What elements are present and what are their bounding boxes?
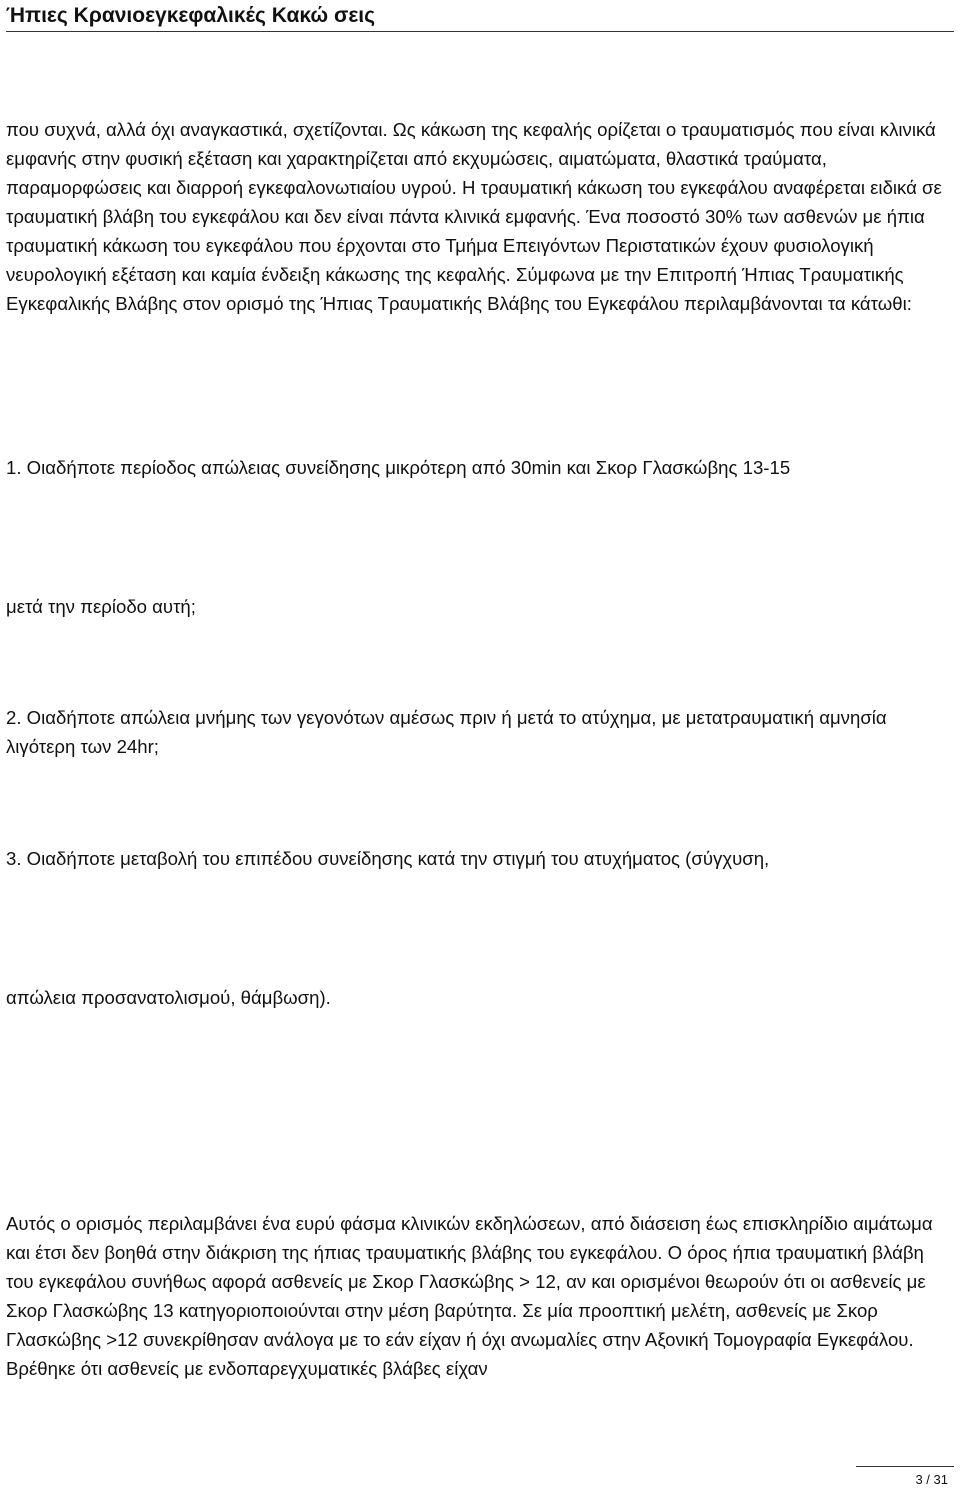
document-title: Ήπιες Κρανιοεγκεφαλικές Κακώ σεις	[6, 4, 376, 27]
criterion-3-continuation: απώλεια προσανατολισμού, θάμβωση).	[6, 987, 331, 1008]
criterion-2-paragraph: 2. Οιαδήποτε απώλεια μνήμης των γεγονότων αμέσως πριν ή μετά το ατύχημα, με μετατραυματική αμνησία λιγότερη των 24hr;	[6, 707, 887, 757]
intro-paragraph: που συχνά, αλλά όχι αναγκαστικά, σχετίζονται. Ως κάκωση της κεφαλής ορίζεται ο τραυματισμός που είναι κλινικά εμφανής στην φυσική εξέταση και χαρακτηρίζεται από εκχυμώσεις, αιματώματα, θλαστικά τραύματα, παραμορφώσεις και διαρροή εγκεφαλονωτιαίου υγρού. Η τραυματική κάκωση του εγκεφάλου αναφέρεται ειδικά σε τραυματική βλάβη του εγκεφάλου και δεν είναι πάντα κλινικά εμφανής. Ένα ποσοστό 30% των ασθενών με ήπια τραυματική κάκωση του εγκεφάλου που έρχονται στο Τμήμα Επειγόντων Περιστατικών έχουν φυσιολογική νευρολογική εξέταση και καμία ένδειξη κάκωσης της κεφαλής. Σύμφωνα με την Επιτροπή Ήπιας Τραυματικής Εγκεφαλικής Βλάβης στον ορισμό της Ήπιας Τραυματικής Βλάβης του Εγκεφάλου περιλαμβάνονται τα κάτωθι:	[6, 119, 942, 314]
header-divider	[6, 31, 954, 32]
definition-discussion-paragraph: Αυτός ο ορισμός περιλαμβάνει ένα ευρύ φάσμα κλινικών εκδηλώσεων, από διάσειση έως επισκληρίδιο αιμάτωμα και έτσι δεν βοηθά στην διάκριση της ήπιας τραυματικής βλάβης του εγκεφάλου. Ο όρος ήπια τραυματική βλάβη του εγκεφάλου συνήθως αφορά ασθενείς με Σκορ Γλασκώβης > 12, αν και ορισμένοι θεωρούν ότι οι ασθενείς με Σκορ Γλασκώβης 13 κατηγοριοποιούνται στην μέση βαρύτητα. Σε μία προοπτική μελέτη, ασθενείς με Σκορ Γλασκώβης >12 συνεκρίθησαν ανάλογα με το εάν είχαν ή όχι ανωμαλίες στην Αξονική Τομογραφία Εγκεφάλου. Βρέθηκε ότι ασθενείς με ενδοπαρεγχυματικές βλάβες είχαν	[6, 1213, 933, 1379]
page-header	[6, 0, 954, 32]
footer-divider	[856, 1466, 954, 1467]
criterion-3-paragraph: 3. Οιαδήποτε μεταβολή του επιπέδου συνείδησης κατά την στιγμή του ατυχήματος (σύγχυση,	[6, 848, 770, 869]
criterion-1-continuation: μετά την περίοδο αυτή;	[6, 596, 196, 617]
page-number: 3 / 31	[915, 1472, 948, 1487]
criterion-1-paragraph: 1. Οιαδήποτε περίοδος απώλειας συνείδησης μικρότερη από 30min και Σκορ Γλασκώβης 13-15	[6, 457, 791, 478]
